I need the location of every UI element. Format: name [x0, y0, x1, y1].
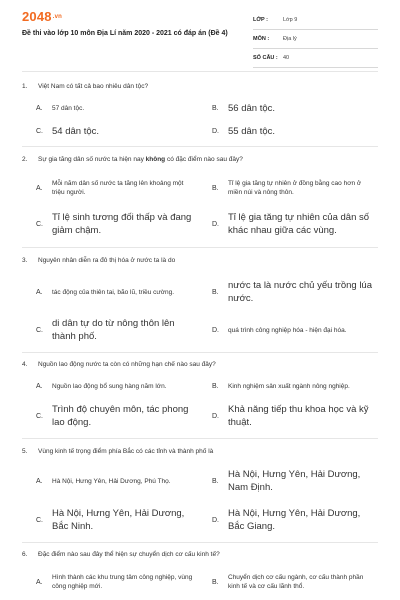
option-text: tác động của thiên tai, bão lũ, triều cường. — [52, 288, 175, 296]
meta-grade-row — [253, 14, 378, 30]
option-text: nước ta là nước chủ yếu trồng lúa nước. — [228, 280, 373, 304]
option-text: Chuyển dịch cơ cấu ngành, cơ cấu thành phần kinh tế và cơ cấu lãnh thổ. — [228, 574, 364, 590]
question-4-option-a[interactable] — [36, 379, 196, 393]
meta-subject-label: MÔN : — [253, 36, 270, 42]
question-5-text: Vùng kinh tế trọng điểm phía Bắc có các tỉnh và thành phố là — [38, 448, 214, 455]
option-letter: C. — [36, 127, 43, 135]
option-letter: B. — [212, 578, 219, 586]
option-letter: A. — [36, 477, 43, 485]
option-text: Tỉ lệ gia tăng tự nhiên của dân số khác nhau giữa các vùng. — [228, 212, 370, 236]
divider — [22, 71, 378, 72]
option-letter: A. — [36, 578, 43, 586]
option-text: Nguồn lao động bổ sung hàng năm lớn. — [52, 382, 167, 390]
option-text: Trình độ chuyên môn, tác phong lao động. — [52, 404, 189, 428]
option-letter: C. — [36, 516, 43, 524]
divider — [22, 247, 378, 248]
divider — [22, 352, 378, 353]
option-letter: D. — [212, 516, 219, 524]
option-text: Khả năng tiếp thu khoa học và kỹ thuật. — [228, 404, 369, 428]
meta-subject-value: Địa lý — [283, 36, 297, 42]
question-3-option-c[interactable] — [36, 316, 196, 344]
option-text: 54 dân tộc. — [52, 125, 100, 137]
divider — [22, 542, 378, 543]
option-text: quá trình công nghiệp hóa - hiện đại hóa. — [228, 326, 347, 334]
question-4-number: 4. — [22, 361, 28, 368]
question-5-stem — [22, 447, 372, 456]
divider — [22, 146, 378, 147]
question-2-option-a[interactable] — [36, 177, 196, 199]
question-5-option-b[interactable] — [212, 467, 377, 495]
question-3-option-d[interactable] — [212, 316, 377, 344]
option-letter: A. — [36, 382, 43, 390]
meta-subject-row — [253, 33, 378, 49]
option-letter: D. — [212, 127, 219, 135]
logo-suffix: .vn — [52, 14, 63, 20]
logo-main: 2048 — [22, 9, 52, 24]
option-letter: A. — [36, 104, 43, 112]
question-2-text-before: Sự gia tăng dân số nước ta hiện nay — [38, 156, 146, 163]
option-letter: D. — [212, 326, 219, 334]
question-6-option-b[interactable] — [212, 571, 377, 593]
question-5-number: 5. — [22, 448, 28, 455]
option-letter: A. — [36, 288, 43, 296]
option-text: Hà Nội, Hưng Yên, Hải Dương, Bắc Ninh. — [52, 508, 185, 532]
option-text: Hà Nội, Hưng Yên, Hải Dương, Phú Thọ. — [52, 477, 171, 485]
question-3-option-a[interactable] — [36, 278, 196, 306]
option-text: Kinh nghiệm sản xuất ngành nông nghiệp. — [228, 382, 350, 390]
question-1-stem — [22, 82, 372, 91]
document-title: Đề thi vào lớp 10 môn Địa Lí năm 2020 - 2021 có đáp án (Đề 4) — [22, 30, 228, 37]
option-text: Tỉ lệ sinh tương đối thấp và đang giảm chậm. — [52, 212, 192, 236]
question-6-text: Đặc điểm nào sau đây thể hiện sự chuyển dịch cơ cấu kinh tế? — [38, 551, 220, 558]
question-4-option-c[interactable] — [36, 401, 196, 431]
question-6-number: 6. — [22, 551, 28, 558]
option-text: di dân tự do từ nông thôn lên thành phố. — [52, 318, 175, 342]
meta-count-label: SỐ CÂU : — [253, 55, 278, 61]
meta-grade-label: LỚP : — [253, 17, 268, 23]
option-text: Tỉ lệ gia tăng tự nhiên ở đồng bằng cao hơn ở miền núi và nông thôn. — [228, 180, 362, 196]
question-2-option-b[interactable] — [212, 177, 377, 199]
question-4-option-b[interactable] — [212, 379, 377, 393]
question-4-option-d[interactable] — [212, 401, 377, 431]
option-text: 57 dân tộc. — [52, 104, 85, 112]
question-1-option-c[interactable] — [36, 124, 196, 138]
option-text: 56 dân tộc. — [228, 102, 276, 114]
question-1-text: Việt Nam có tất cả bao nhiêu dân tộc? — [38, 83, 149, 90]
question-3-number: 3. — [22, 257, 28, 264]
question-1-option-a[interactable] — [36, 101, 196, 115]
document-meta — [253, 14, 378, 71]
question-6-option-a[interactable] — [36, 571, 196, 593]
option-letter: B. — [212, 288, 219, 296]
option-letter: B. — [212, 477, 219, 485]
option-letter: C. — [36, 412, 43, 420]
option-letter: C. — [36, 326, 43, 334]
question-4-text: Nguồn lao động nước ta còn có những hạn chế nào sau đây? — [38, 361, 216, 368]
meta-count-row — [253, 52, 378, 68]
question-3-text: Nguyên nhân diễn ra đô thị hóa ở nước ta là do — [38, 257, 176, 264]
option-letter: B. — [212, 104, 219, 112]
question-2-stem — [22, 155, 372, 164]
option-letter: B. — [212, 184, 219, 192]
option-letter: D. — [212, 412, 219, 420]
question-3-option-b[interactable] — [212, 278, 377, 306]
question-5-option-d[interactable] — [212, 506, 377, 534]
option-text: Hà Nội, Hưng Yên, Hải Dương, Bắc Giang. — [228, 508, 361, 532]
option-text: Hà Nội, Hưng Yên, Hải Dương, Nam Định. — [228, 469, 361, 493]
meta-grade-value: Lớp 9 — [283, 17, 298, 23]
question-2-number: 2. — [22, 156, 28, 163]
question-1-option-d[interactable] — [212, 124, 377, 138]
question-2-option-c[interactable] — [36, 210, 196, 238]
question-1-option-b[interactable] — [212, 101, 377, 115]
question-6-stem — [22, 550, 372, 559]
question-1-number: 1. — [22, 83, 28, 90]
question-5-option-a[interactable] — [36, 467, 196, 495]
option-letter: C. — [36, 220, 43, 228]
question-2-text-after: có đặc điểm nào sau đây? — [165, 156, 243, 163]
divider — [22, 438, 378, 439]
meta-count-value: 40 — [283, 55, 290, 61]
question-4-stem — [22, 360, 372, 369]
question-5-option-c[interactable] — [36, 506, 196, 534]
option-text: 55 dân tộc. — [228, 125, 276, 137]
option-letter: B. — [212, 382, 219, 390]
option-text: Mỗi năm dân số nước ta tăng lên khoảng một triệu người. — [52, 180, 184, 196]
site-logo[interactable] — [22, 9, 62, 24]
option-text: Hình thành các khu trung tâm công nghiệp, vùng công nghiệp mới. — [52, 574, 193, 590]
question-3-stem — [22, 256, 372, 265]
option-letter: A. — [36, 184, 43, 192]
option-letter: D. — [212, 220, 219, 228]
question-2-option-d[interactable] — [212, 210, 377, 238]
document-header — [0, 0, 400, 62]
question-2-text-emphasis: không — [145, 156, 166, 163]
